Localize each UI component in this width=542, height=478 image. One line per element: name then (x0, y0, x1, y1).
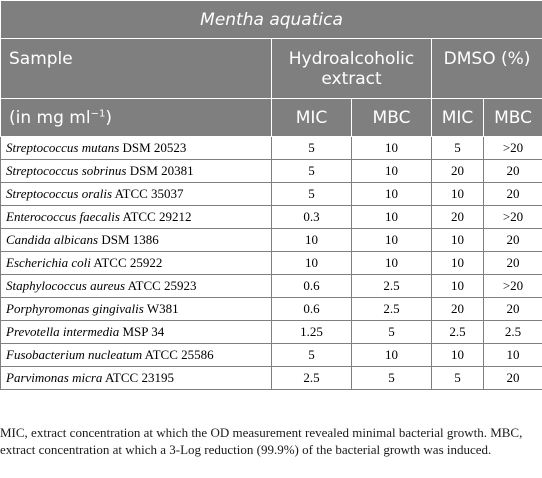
dmso-mic-cell: 10 (432, 229, 484, 252)
dmso-mbc-cell: 20 (484, 367, 542, 390)
table-title: Mentha aquatica (1, 1, 542, 39)
header-row-groups (1, 39, 542, 99)
dmso-mic-cell: 2.5 (432, 321, 484, 344)
sample-cell (1, 344, 272, 367)
strain-id: ATCC 29212 (122, 209, 192, 224)
dmso-mbc-cell: >20 (484, 275, 542, 298)
units-prefix: (in mg ml (9, 107, 91, 128)
sample-cell (1, 321, 272, 344)
hydro-mbc-cell: 5 (352, 367, 432, 390)
species-name: Streptococcus sobrinus (6, 163, 127, 178)
sample-cell (1, 206, 272, 229)
dmso-mic-cell: 20 (432, 160, 484, 183)
species-name: Staphylococcus aureus (6, 278, 126, 293)
species-name: Prevotella intermedia (6, 324, 120, 339)
strain-id: DSM 1386 (101, 232, 159, 247)
species-name: Escherichia coli (6, 255, 91, 270)
table-title-row (1, 1, 542, 39)
dmso-mic-cell: 5 (432, 367, 484, 390)
sample-cell (1, 229, 272, 252)
hydro-mic-cell: 5 (272, 183, 352, 206)
dmso-mic-cell: 20 (432, 206, 484, 229)
dmso-mbc-cell: 10 (484, 344, 542, 367)
strain-id: ATCC 25923 (127, 278, 197, 293)
sample-cell (1, 275, 272, 298)
hydro-mic-cell: 0.6 (272, 275, 352, 298)
hydro-mic-cell: 10 (272, 252, 352, 275)
table-row (1, 229, 542, 252)
strain-id: W381 (146, 301, 179, 316)
table-footnote: MIC, extract concentration at which the OD measurement revealed minimal bacterial growth. MBC, extract concentration at which a 3-Log reduction (99.9%) of the bacterial growth was induced. (0, 425, 523, 457)
species-name: Fusobacterium nucleatum (6, 347, 143, 362)
dmso-mbc-cell: 2.5 (484, 321, 542, 344)
table-row (1, 344, 542, 367)
sample-cell (1, 367, 272, 390)
dmso-mbc-header: MBC (484, 99, 542, 137)
hydro-mic-cell: 5 (272, 160, 352, 183)
header-row-columns (1, 99, 542, 137)
table-row (1, 252, 542, 275)
dmso-mic-header: MIC (432, 99, 484, 137)
species-name: Enterococcus faecalis (6, 209, 120, 224)
table-row (1, 183, 542, 206)
table-row (1, 321, 542, 344)
sample-cell (1, 137, 272, 160)
sample-cell (1, 298, 272, 321)
dmso-mic-cell: 20 (432, 298, 484, 321)
species-name: Streptococcus oralis (6, 186, 113, 201)
units-suffix: ) (105, 107, 112, 128)
table-row (1, 206, 542, 229)
table-row (1, 160, 542, 183)
hydro-mbc-cell: 10 (352, 137, 432, 160)
dmso-mbc-cell: 20 (484, 298, 542, 321)
strain-id: ATCC 35037 (114, 186, 184, 201)
species-name: Porphyromonas gingivalis (6, 301, 144, 316)
table-row (1, 367, 542, 390)
dmso-mbc-cell: 20 (484, 252, 542, 275)
dmso-mbc-cell: >20 (484, 137, 542, 160)
table-row (1, 275, 542, 298)
hydro-mic-cell: 10 (272, 229, 352, 252)
hydro-mbc-header: MBC (352, 99, 432, 137)
dmso-mbc-cell: 20 (484, 229, 542, 252)
sample-header: Sample (1, 39, 272, 99)
table-row (1, 137, 542, 160)
dmso-mbc-cell: 20 (484, 160, 542, 183)
hydroalcoholic-header: Hydroalcoholic extract (272, 39, 432, 99)
hydro-mic-cell: 0.6 (272, 298, 352, 321)
dmso-header: DMSO (%) (432, 39, 542, 99)
species-name: Candida albicans (6, 232, 99, 247)
dmso-mbc-cell: >20 (484, 206, 542, 229)
hydro-mbc-cell: 10 (352, 229, 432, 252)
hydro-mic-cell: 2.5 (272, 367, 352, 390)
hydro-mic-cell: 1.25 (272, 321, 352, 344)
dmso-mic-cell: 5 (432, 137, 484, 160)
table-row (1, 298, 542, 321)
strain-id: DSM 20523 (122, 140, 187, 155)
sample-cell (1, 160, 272, 183)
hydro-mbc-cell: 10 (352, 160, 432, 183)
species-name: Streptococcus mutans (6, 140, 120, 155)
strain-id: ATCC 25922 (93, 255, 163, 270)
units-superscript: −1 (90, 107, 106, 119)
dmso-mic-cell: 10 (432, 183, 484, 206)
dmso-mic-cell: 10 (432, 275, 484, 298)
species-name: Parvimonas micra (6, 370, 103, 385)
hydro-mbc-cell: 5 (352, 321, 432, 344)
hydro-mbc-cell: 10 (352, 344, 432, 367)
units-header (1, 99, 272, 137)
strain-id: ATCC 23195 (104, 370, 174, 385)
hydro-mic-cell: 5 (272, 137, 352, 160)
sample-cell (1, 252, 272, 275)
hydro-mic-header: MIC (272, 99, 352, 137)
hydro-mbc-cell: 10 (352, 252, 432, 275)
strain-id: DSM 20381 (129, 163, 194, 178)
strain-id: MSP 34 (122, 324, 165, 339)
hydro-mbc-cell: 10 (352, 206, 432, 229)
hydro-mbc-cell: 2.5 (352, 275, 432, 298)
dmso-mbc-cell: 20 (484, 183, 542, 206)
hydro-mbc-cell: 2.5 (352, 298, 432, 321)
strain-id: ATCC 25586 (144, 347, 214, 362)
hydro-mic-cell: 0.3 (272, 206, 352, 229)
dmso-mic-cell: 10 (432, 344, 484, 367)
sample-cell (1, 183, 272, 206)
dmso-mic-cell: 10 (432, 252, 484, 275)
hydro-mic-cell: 5 (272, 344, 352, 367)
hydro-mbc-cell: 10 (352, 183, 432, 206)
